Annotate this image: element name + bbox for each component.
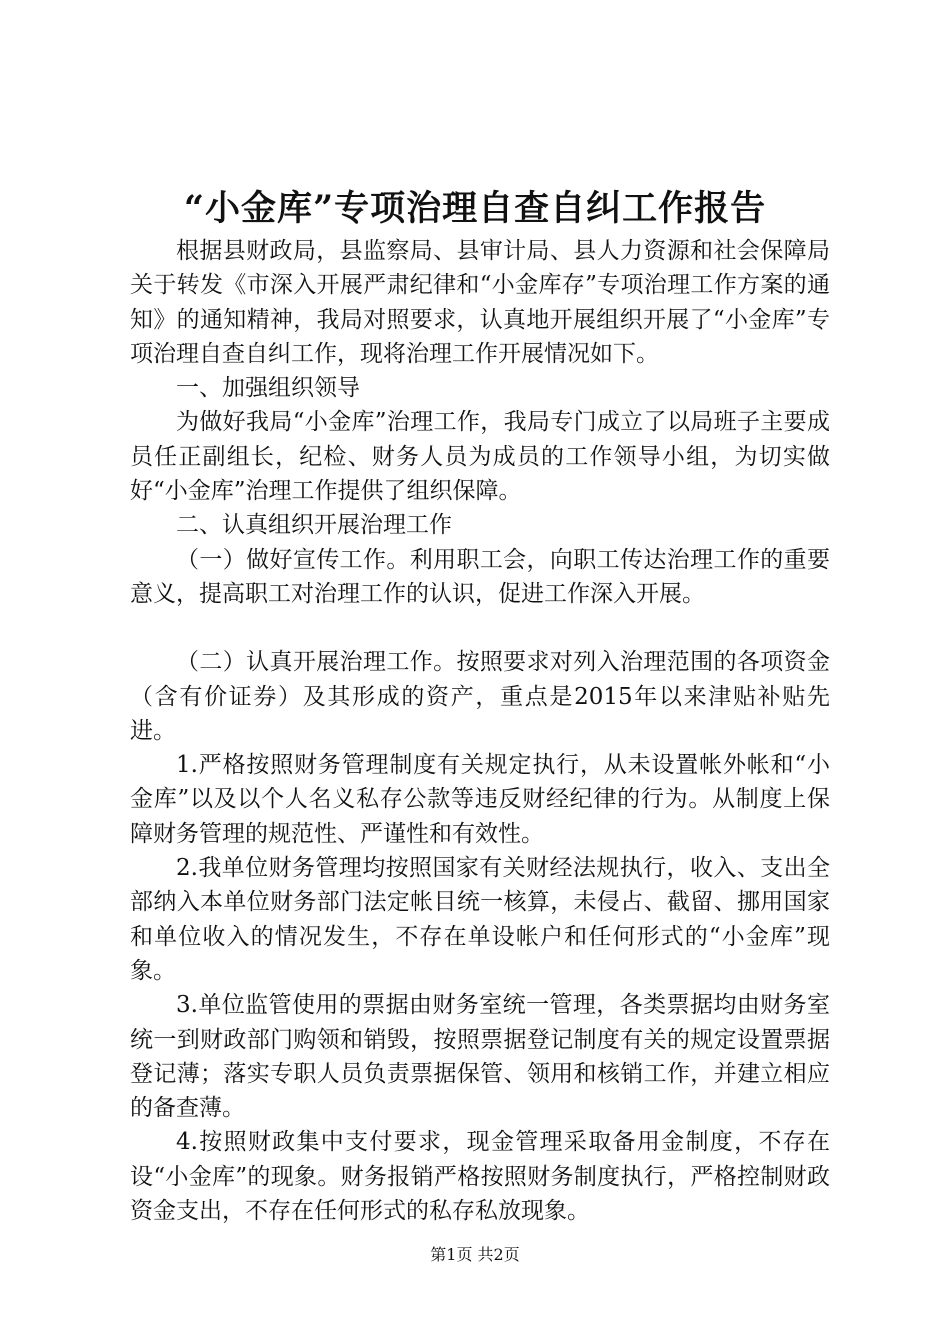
section-heading-2: 二、认真组织开展治理工作 bbox=[176, 512, 452, 539]
subsection-2-paragraph: （二）认真开展治理工作。按照要求对列入治理范围的各项资金（含有价证券）及其形成的资产，重点是2015年以来津贴补贴先进。 bbox=[130, 649, 830, 744]
subsection-1-paragraph: （一）做好宣传工作。利用职工会，向职工传达治理工作的重要意义，提高职工对治理工作的认识，促进工作深入开展。 bbox=[130, 546, 830, 607]
item-4-paragraph: 4.按照财政集中支付要求，现金管理采取备用金制度，不存在设“小金库”的现象。财务报销严格按照财务制度执行，严格控制财政资金支出，不存在任何形式的私存私放现象。 bbox=[130, 1129, 830, 1225]
document-title: “小金库”专项治理自查自纠工作报告 bbox=[183, 188, 767, 229]
item-3-paragraph: 3.单位监管使用的票据由财务室统一管理，各类票据均由财务室统一到财政部门购领和销毁，按照票据登记制度有关的规定设置票据登记薄；落实专职人员负责票据保管、领用和核销工作，并建立相应的备查薄。 bbox=[130, 992, 830, 1122]
item-2-paragraph: 2.我单位财务管理均按照国家有关财经法规执行，收入、支出全部纳入本单位财务部门法定帐目统一核算，未侵占、截留、挪用国家和单位收入的情况发生，不存在单设帐户和任何形式的“小金库”现象。 bbox=[130, 855, 830, 984]
section-1-paragraph: 为做好我局“小金库”治理工作，我局专门成立了以局班子主要成员任正副组长，纪检、财务人员为成员的工作领导小组，为切实做好“小金库”治理工作提供了组织保障。 bbox=[130, 409, 830, 505]
section-heading-1: 一、加强组织领导 bbox=[176, 375, 360, 402]
document-body bbox=[130, 234, 830, 1228]
page-footer: 第1页 共2页 bbox=[430, 1245, 520, 1264]
item-1-paragraph: 1.严格按照财务管理制度有关规定执行，从未设置帐外帐和“小金库”以及以个人名义私存公款等违反财经纪律的行为。从制度上保障财务管理的规范性、严谨性和有效性。 bbox=[130, 752, 830, 847]
intro-paragraph: 根据县财政局，县监察局、县审计局、县人力资源和社会保障局关于转发《市深入开展严肃纪律和“小金库存”专项治理工作方案的通知》的通知精神，我局对照要求，认真地开展组织开展了“小金库”专项治理自查自纠工作，现将治理工作开展情况如下。 bbox=[130, 238, 830, 367]
